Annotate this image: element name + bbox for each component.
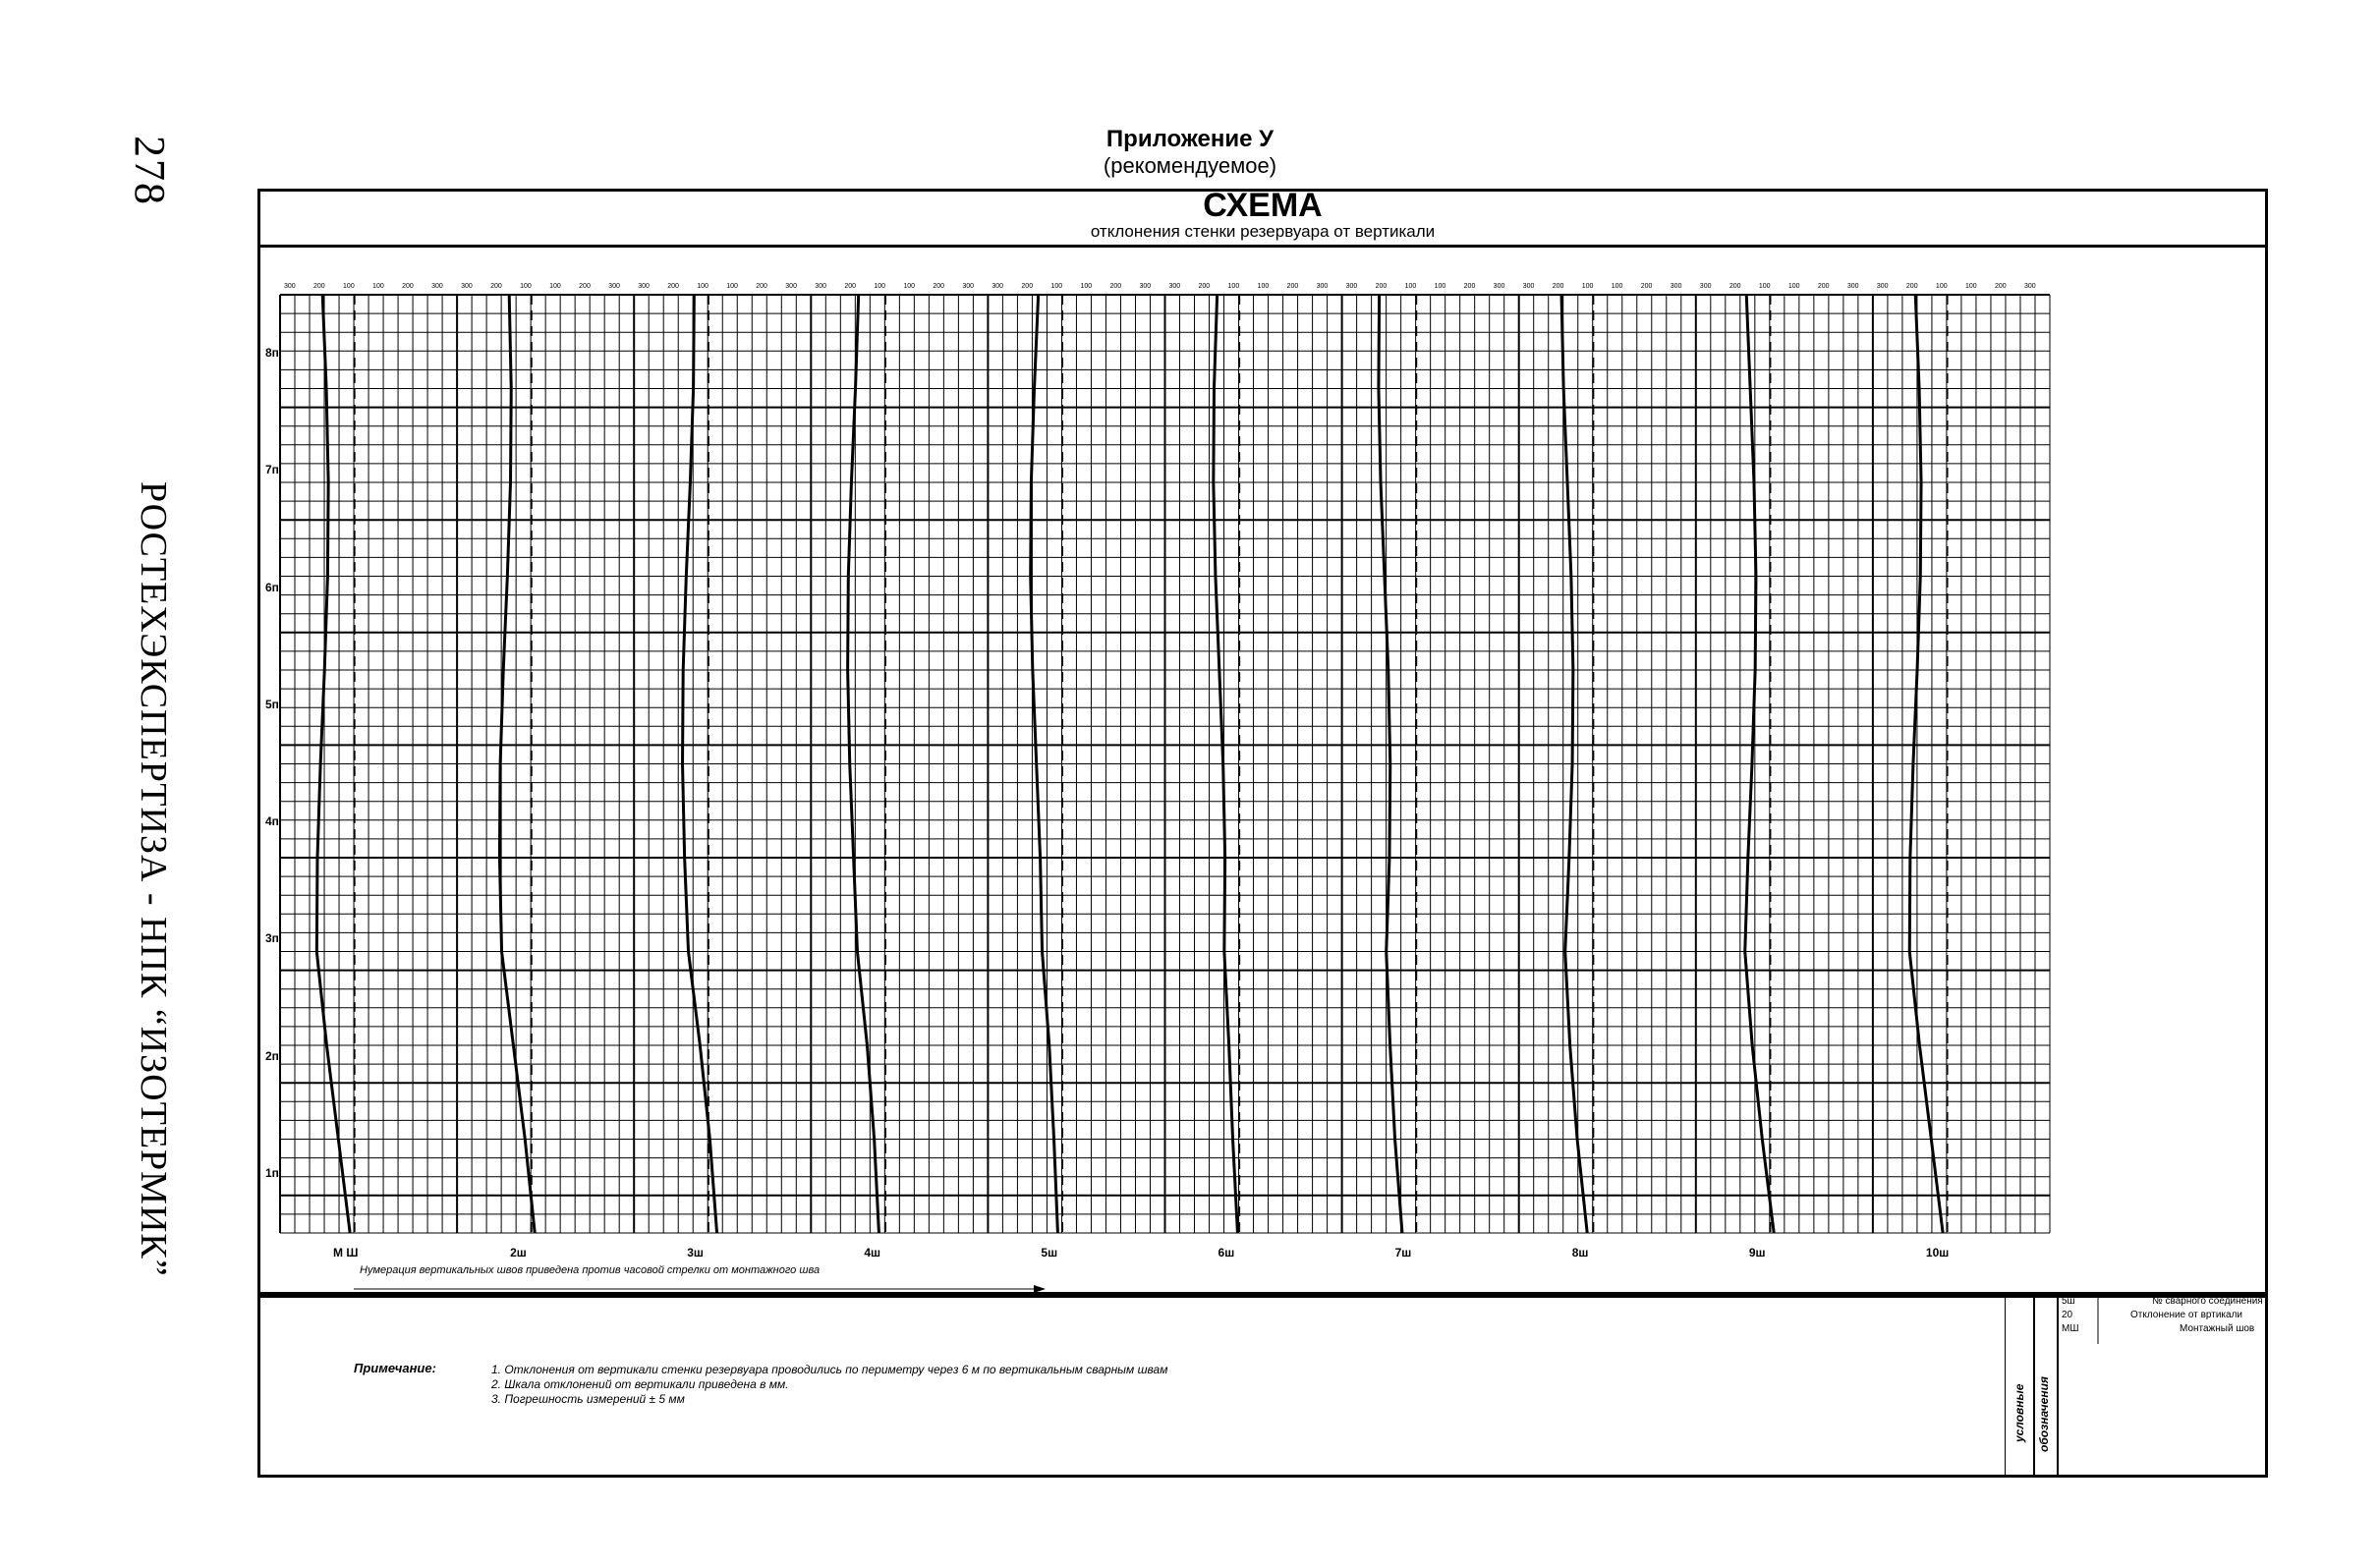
scale-tick-label: 200 — [1021, 283, 1034, 290]
seam-label: 6ш — [1218, 1246, 1235, 1259]
scale-tick-label: 200 — [1109, 283, 1122, 290]
scale-tick-label: 100 — [1080, 283, 1093, 290]
scale-tick-label: 200 — [1905, 283, 1918, 290]
belt-label: 2п — [265, 1048, 279, 1063]
page-number: 278 — [126, 136, 174, 206]
seam-label: 10ш — [1925, 1246, 1950, 1259]
scale-tick-label: 100 — [1758, 283, 1771, 290]
scale-tick-label: 200 — [1552, 283, 1564, 290]
note-line-1: 1. Отклонения от вертикали стенки резервуара проводились по периметру через 6 м по вертикальным сварным швам — [491, 1363, 1168, 1376]
scale-tick-label: 100 — [549, 283, 561, 290]
scale-tick-label: 200 — [1198, 283, 1211, 290]
scheme-subtitle: отклонения стенки резервуара от вертикали — [1090, 222, 1436, 241]
belt-label: 5п — [265, 697, 279, 711]
scale-tick-label: 200 — [313, 283, 325, 290]
seam-label: 7ш — [1394, 1246, 1412, 1259]
legend-vertical-title-1: условные — [2012, 1383, 2026, 1442]
scale-tick-label: 300 — [284, 283, 296, 290]
scale-tick-label: 200 — [1728, 283, 1741, 290]
seam-label: 9ш — [1748, 1246, 1766, 1259]
note-line-3: 3. Погрешность измерений ± 5 мм — [491, 1392, 685, 1406]
scale-tick-label: 100 — [1964, 283, 1977, 290]
legend-table — [2005, 1295, 2268, 1478]
scale-tick-label: 100 — [520, 283, 532, 290]
scale-tick-label: 200 — [844, 283, 856, 290]
scale-tick-label: 200 — [1994, 283, 2007, 290]
scale-tick-label: 300 — [1699, 283, 1712, 290]
scale-tick-label: 100 — [343, 283, 355, 290]
scale-tick-label: 300 — [461, 283, 473, 290]
scale-tick-label: 200 — [490, 283, 502, 290]
scale-tick-label: 300 — [1493, 283, 1505, 290]
scale-tick-label: 300 — [1846, 283, 1859, 290]
scale-tick-label: 300 — [1522, 283, 1535, 290]
belt-label: 6п — [265, 580, 279, 594]
scale-tick-label: 100 — [1611, 283, 1623, 290]
belt-label: 8п — [265, 346, 279, 360]
scale-tick-label: 300 — [2023, 283, 2036, 290]
seam-label: 3ш — [687, 1246, 704, 1259]
scheme-title: СХЕМА — [1203, 187, 1323, 224]
scale-tick-label: 300 — [608, 283, 620, 290]
scale-tick-label: 300 — [785, 283, 797, 290]
legend-text-seam: № сварного соединения — [2152, 1296, 2263, 1307]
scale-tick-label: 100 — [697, 283, 708, 290]
scale-tick-label: 300 — [1139, 283, 1152, 290]
scale-tick-label: 100 — [874, 283, 886, 290]
scale-tick-label: 200 — [756, 283, 767, 290]
legend-text-deviation: Отклонение от вртикали — [2130, 1310, 2242, 1320]
scale-tick-label: 200 — [1463, 283, 1476, 290]
scale-tick-label: 300 — [431, 283, 443, 290]
scale-tick-label: 300 — [1670, 283, 1682, 290]
scale-tick-label: 200 — [1640, 283, 1653, 290]
scale-tick-label: 100 — [1050, 283, 1063, 290]
side-organization-title: РОСТЕХЭКСПЕРТИЗА - НПК “ИЗОТЕРМИК” — [133, 481, 174, 1277]
scale-tick-label: 200 — [579, 283, 591, 290]
appendix-note: (рекомендуемое) — [1103, 153, 1277, 178]
scale-tick-label: 100 — [903, 283, 916, 290]
scale-tick-label: 100 — [1787, 283, 1800, 290]
legend-symbol-deviation: 20 — [2062, 1310, 2073, 1320]
scale-tick-label: 100 — [372, 283, 384, 290]
seam-label: М Ш — [333, 1246, 359, 1259]
scale-tick-label: 100 — [1227, 283, 1240, 290]
scale-tick-label: 100 — [1404, 283, 1417, 290]
scale-tick-label: 100 — [1935, 283, 1948, 290]
seam-label: 4ш — [864, 1246, 881, 1259]
scale-tick-label: 200 — [933, 283, 945, 290]
seam-label: 2ш — [510, 1246, 527, 1259]
scale-tick-label: 300 — [1168, 283, 1181, 290]
belt-label: 4п — [265, 814, 279, 829]
scale-tick-label: 300 — [992, 283, 1004, 290]
seam-label: 8ш — [1571, 1246, 1589, 1259]
scale-tick-label: 200 — [1375, 283, 1388, 290]
scale-tick-label: 200 — [1286, 283, 1299, 290]
belt-label: 3п — [265, 931, 279, 946]
legend-vertical-title-2: обозначения — [2037, 1376, 2051, 1452]
scale-tick-label: 300 — [815, 283, 826, 290]
scale-tick-label: 100 — [1257, 283, 1270, 290]
appendix-title: Приложение У — [1105, 126, 1275, 152]
seam-label: 5ш — [1041, 1246, 1058, 1259]
scale-tick-label: 200 — [1817, 283, 1830, 290]
legend-text-mounting: Монтажный шов — [2180, 1323, 2255, 1334]
scale-tick-label: 300 — [1316, 283, 1329, 290]
scale-tick-label: 300 — [1876, 283, 1889, 290]
scale-tick-label: 200 — [402, 283, 414, 290]
note-line-2: 2. Шкала отклонений от вертикали приведена в мм. — [491, 1377, 789, 1391]
numbering-arrow-head — [1034, 1285, 1046, 1293]
belt-label: 7п — [265, 463, 279, 477]
scale-tick-label: 100 — [726, 283, 738, 290]
seam-numbering-caption: Нумерация вертикальных швов приведена против часовой стрелки от монтажного шва — [360, 1264, 821, 1276]
scale-tick-label: 200 — [667, 283, 679, 290]
legend-symbol-seam: 5ш — [2062, 1296, 2075, 1307]
scale-tick-label: 100 — [1434, 283, 1446, 290]
scale-tick-label: 100 — [1581, 283, 1594, 290]
belt-label: 1п — [265, 1166, 279, 1180]
scale-tick-label: 300 — [638, 283, 650, 290]
legend-symbol-mounting: МШ — [2062, 1323, 2079, 1334]
scale-tick-label: 300 — [1345, 283, 1358, 290]
scale-tick-label: 300 — [962, 283, 975, 290]
note-label: Примечание: — [354, 1361, 436, 1375]
